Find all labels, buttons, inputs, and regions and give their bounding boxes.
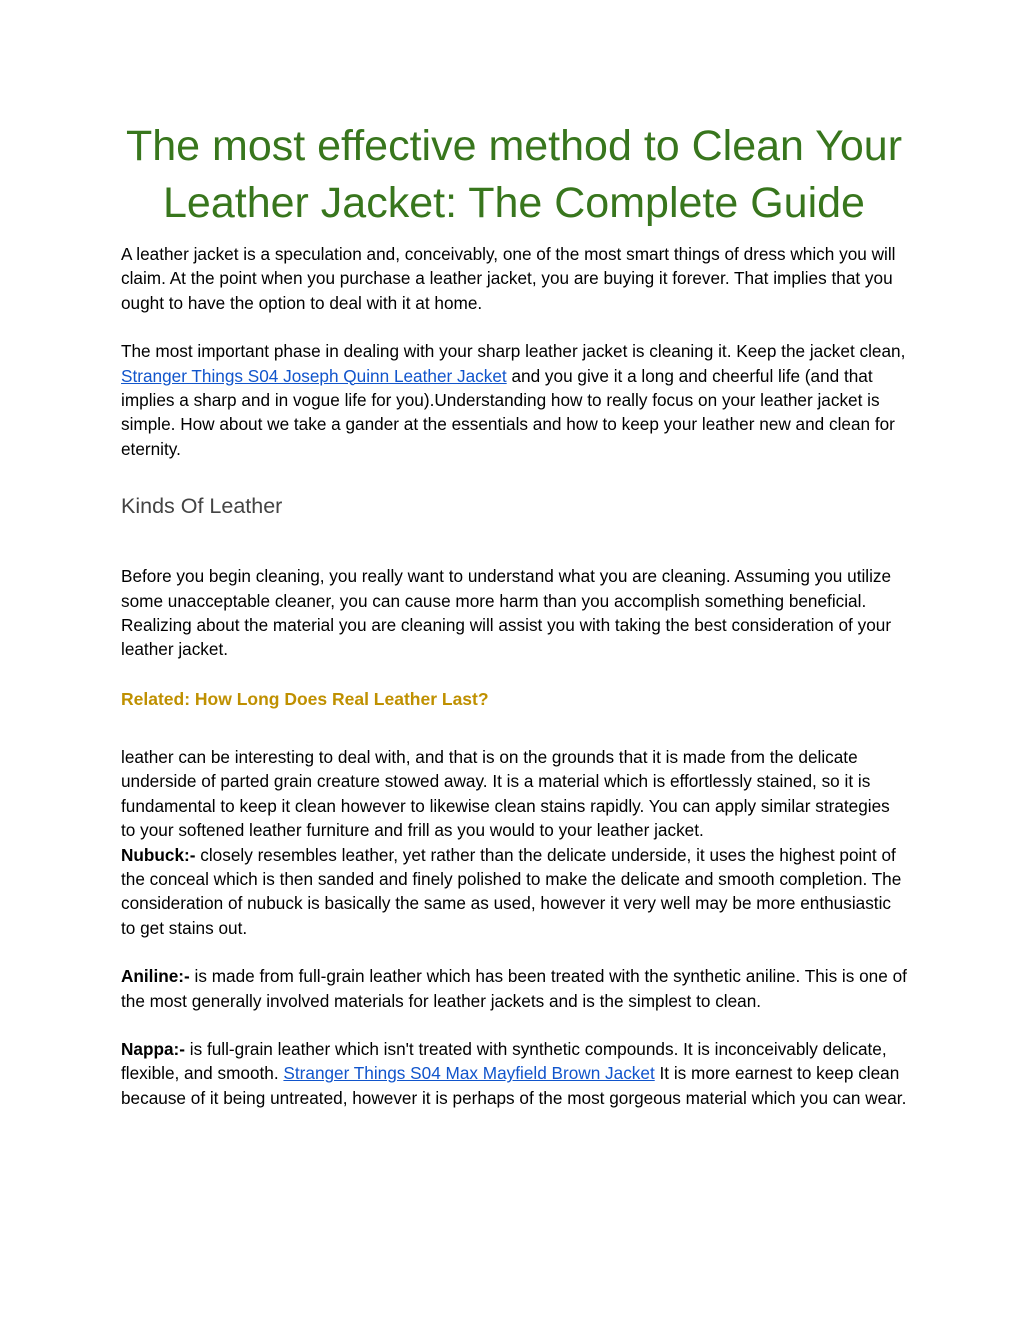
nappa-paragraph	[121, 1037, 907, 1110]
nappa-label: Nappa:-	[121, 1038, 185, 1059]
nubuck-paragraph	[121, 843, 907, 941]
intro-text-after-link: and you give it a long and cheerful life (and that implies a sharp and in vogue life for you).Understanding how to really focus on your leather jacket is simple. How about we take a gander at the essentials and how to keep your leather new and clean for eternity.	[121, 365, 895, 459]
kinds-paragraph-1: Before you begin cleaning, you really want to understand what you are cleaning. Assuming you utilize some unacceptable cleaner, you can cause more harm than you accomplish something beneficial. Realizing about the material you are cleaning will assist you with taking the best consideration of your leather jacket.	[121, 566, 892, 660]
intro-paragraph-1: A leather jacket is a speculation and, conceivably, one of the most smart things of dress which you will claim. At the point when you purchase a leather jacket, you are buying it forever. That implies that you ought to have the option to deal with it at home.	[121, 244, 896, 313]
aniline-paragraph	[121, 964, 907, 1013]
aniline-label: Aniline:-	[121, 966, 190, 987]
kinds-paragraph-2: leather can be interesting to deal with, and that is on the grounds that it is made from the delicate underside of parted grain creature stowed away. It is a material which is effortlessly stained, so it is fundamental to keep it clean however to likewise clean stains rapidly. You can apply similar strategies to your softened leather furniture and frill as you would to your leather jacket.	[121, 746, 890, 841]
page-title: The most effective method to Clean Your Leather Jacket: The Complete Guide	[125, 122, 903, 227]
nubuck-text: closely resembles leather, yet rather than the delicate underside, it uses the highest point of the conceal which is then sanded and finely polished to make the delicate and smooth completion. The consideration of nubuck is basically the same as used, however it very well may be more enthusiastic to get stains out.	[121, 844, 902, 938]
max-mayfield-jacket-link[interactable]: Stranger Things S04 Max Mayfield Brown Jacket	[283, 1063, 655, 1084]
nappa-text-before-link: is full-grain leather which isn't treated with synthetic compounds. It is inconceivably delicate, flexible, and smooth.	[121, 1038, 887, 1084]
intro-text-before-link: The most important phase in dealing with your sharp leather jacket is cleaning it. Keep the jacket clean,	[121, 341, 906, 362]
kinds-of-leather-heading: Kinds Of Leather	[121, 494, 283, 519]
nubuck-label: Nubuck:-	[121, 844, 196, 865]
document-page	[121, 118, 907, 1110]
related-heading: Related: How Long Does Real Leather Last?	[121, 688, 489, 709]
joseph-quinn-jacket-link[interactable]: Stranger Things S04 Joseph Quinn Leather Jacket	[121, 365, 507, 386]
intro-paragraph-2	[121, 339, 907, 461]
aniline-text: is made from full-grain leather which has been treated with the synthetic aniline. This is one of the most generally involved materials for leather jackets and is the simplest to clean.	[121, 966, 907, 1011]
nappa-text-after-link: It is more earnest to keep clean because of it being untreated, however it is perhaps of the most gorgeous material which you can wear.	[121, 1063, 907, 1108]
